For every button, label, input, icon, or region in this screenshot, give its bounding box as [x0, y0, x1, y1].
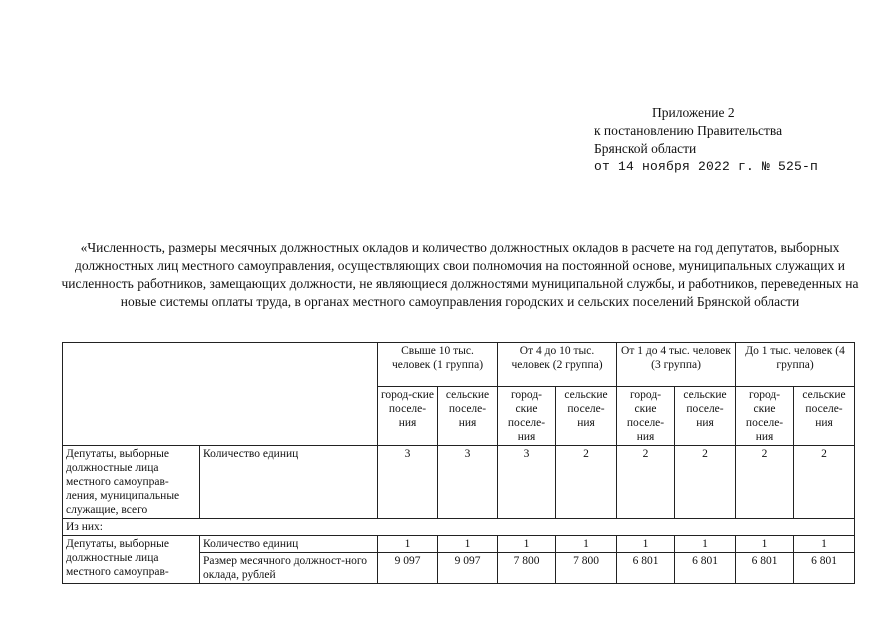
value-cell: 7 800 — [556, 553, 617, 584]
value-cell: 7 800 — [498, 553, 556, 584]
table-row-count — [63, 536, 855, 553]
group-1-header: Свыше 10 тыс. человек (1 группа) — [378, 343, 498, 387]
table-row-total — [63, 446, 855, 519]
value-cell: 6 801 — [617, 553, 675, 584]
subheader-urban: город-ские поселе-ния — [736, 387, 794, 446]
value-cell: 1 — [438, 536, 498, 553]
subheader-urban: город-ские поселе-ния — [378, 387, 438, 446]
subheader-rural: сельские поселе-ния — [438, 387, 498, 446]
header-groups-row — [63, 343, 855, 387]
annex-date-number: от 14 ноября 2022 г. № 525-п — [594, 159, 819, 174]
value-cell: 1 — [378, 536, 438, 553]
value-cell: 2 — [556, 446, 617, 519]
value-cell: 6 801 — [794, 553, 855, 584]
value-cell: 3 — [498, 446, 556, 519]
value-cell: 1 — [617, 536, 675, 553]
value-cell: 9 097 — [378, 553, 438, 584]
value-cell: 1 — [556, 536, 617, 553]
annex-decree: к постановлению Правительства — [594, 123, 783, 138]
category-cell: Депутаты, выборные должностные лица местного самоуправ-ления, муниципальные служащие, всего — [63, 446, 200, 519]
value-cell: 6 801 — [675, 553, 736, 584]
subheader-rural: сельские поселе-ния — [556, 387, 617, 446]
value-cell: 2 — [675, 446, 736, 519]
subheader-rural: сельские поселе-ния — [794, 387, 855, 446]
staffing-table — [62, 342, 855, 584]
header-empty-cell — [63, 343, 378, 446]
indicator-cell: Количество единиц — [200, 446, 378, 519]
table-row-of-them — [63, 519, 855, 536]
value-cell: 6 801 — [736, 553, 794, 584]
value-cell: 1 — [498, 536, 556, 553]
category-cell: Депутаты, выборные должностные лица местного самоуправ- — [63, 536, 200, 584]
group-4-header: До 1 тыс. человек (4 группа) — [736, 343, 855, 387]
annex-region: Брянской области — [594, 141, 697, 156]
group-2-header: От 4 до 10 тыс. человек (2 группа) — [498, 343, 617, 387]
indicator-cell: Количество единиц — [200, 536, 378, 553]
indicator-cell: Размер месячного должност-ного оклада, рублей — [200, 553, 378, 584]
value-cell: 2 — [736, 446, 794, 519]
value-cell: 1 — [736, 536, 794, 553]
value-cell: 3 — [438, 446, 498, 519]
annex-number: Приложение 2 — [652, 105, 735, 120]
group-3-header: От 1 до 4 тыс. человек (3 группа) — [617, 343, 736, 387]
subheader-urban: город-ские поселе-ния — [498, 387, 556, 446]
of-them-label: Из них: — [63, 519, 855, 536]
subheader-urban: город-ские поселе-ния — [617, 387, 675, 446]
subheader-rural: сельские поселе-ния — [675, 387, 736, 446]
annex-header — [594, 104, 818, 176]
value-cell: 3 — [378, 446, 438, 519]
value-cell: 1 — [794, 536, 855, 553]
value-cell: 2 — [794, 446, 855, 519]
value-cell: 2 — [617, 446, 675, 519]
document-title: «Численность, размеры месячных должностных окладов и количество должностных окладов в расчете на год депутатов, выборных должностных лиц местного самоуправления, осуществляющих свои полномочия на постоянной основе, муниципальных служащих и численность работников, замещающих должности, не являющиеся должностями муниципальной службы, и работников, переведенных на новые системы оплаты труда, в органах местного самоуправления городских и сельских поселений Брянской области — [61, 240, 859, 309]
value-cell: 1 — [675, 536, 736, 553]
value-cell: 9 097 — [438, 553, 498, 584]
